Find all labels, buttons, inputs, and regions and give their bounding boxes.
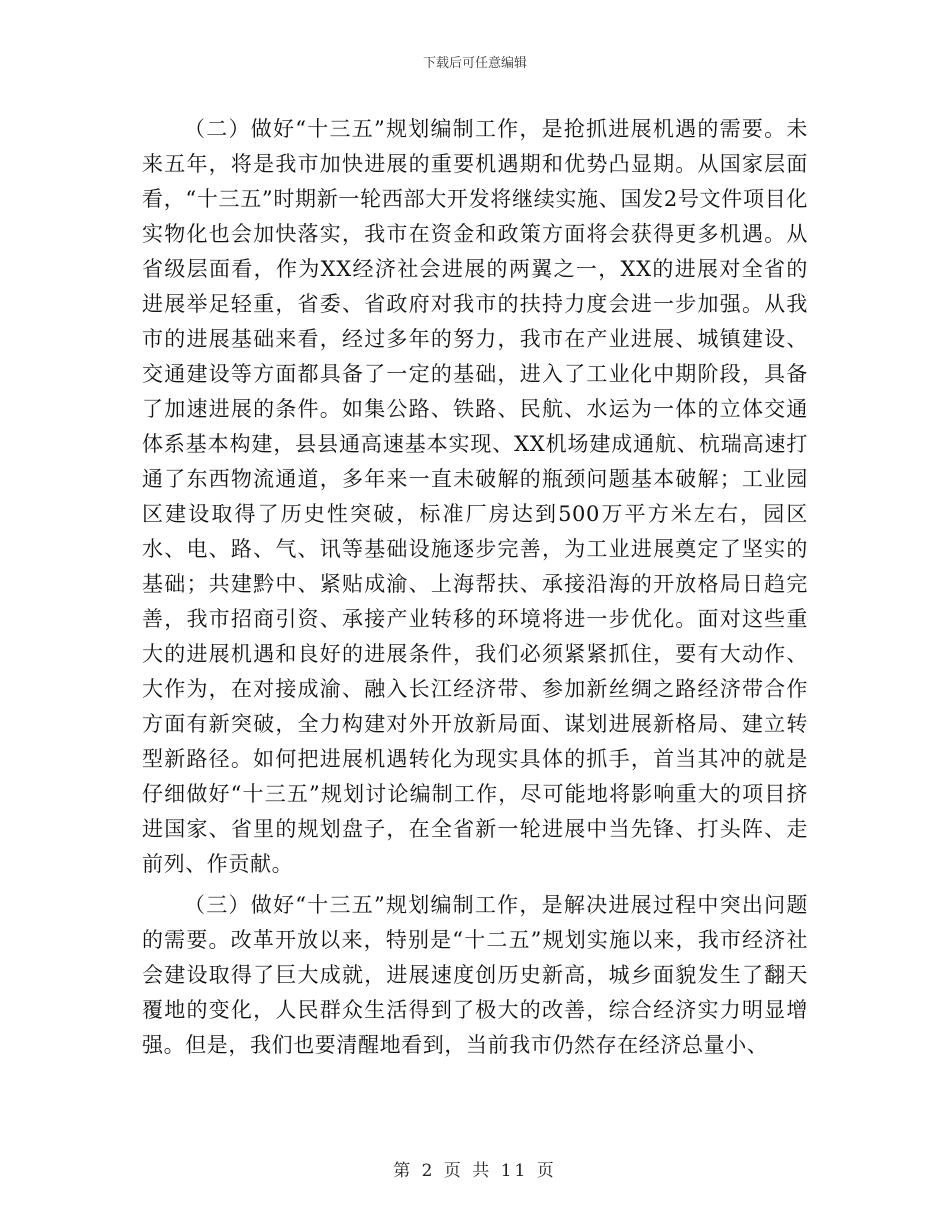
page-header-note: 下载后可任意编辑 <box>422 56 527 71</box>
paragraph-section-3: （三）做好“十三五”规划编制工作，是解决进展过程中突出问题的需要。改革开放以来，特别是“十二五”规划实施以来，我市经济社会建设取得了巨大成就，进展速度创历史新高，城乡面貌发生了翻天覆地的变化，人民群众生活得到了极大的改善，综合经济实力明显增强。但是，我们也要清醒地看到，当前我市仍然存在经济总量小、 <box>142 893 808 1057</box>
page-number: 第 2 页 共 11 页 <box>393 1161 557 1181</box>
document-body <box>142 112 808 1063</box>
paragraph-section-2: （二）做好“十三五”规划编制工作，是抢抓进展机遇的需要。未来五年，将是我市加快进展的重要机遇期和优势凸显期。从国家层面看，“十三五”时期新一轮西部大开发将继续实施、国发2号文件项目化实物化也会加快落实，我市在资金和政策方面将会获得更多机遇。从省级层面看，作为XX经济社会进展的两翼之一，XX的进展对全省的进展举足轻重，省委、省政府对我市的扶持力度会进一步加强。从我市的进展基础来看，经过多年的努力，我市在产业进展、城镇建设、交通建设等方面都具备了一定的基础，进入了工业化中期阶段，具备了加速进展的条件。如集公路、铁路、民航、水运为一体的立体交通体系基本构建，县县通高速基本实现、XX机场建成通航、杭瑞高速打通了东西物流通道，多年来一直未破解的瓶颈问题基本破解；工业园区建设取得了历史性突破，标准厂房达到500万平方米左右，园区水、电、路、气、讯等基础设施逐步完善，为工业进展奠定了坚实的基础；共建黔中、紧贴成渝、上海帮扶、承接沿海的开放格局日趋完善，我市招商引资、承接产业转移的环境将进一步优化。面对这些重大的进展机遇和良好的进展条件，我们必须紧紧抓住，要有大动作、大作为，在对接成渝、融入长江经济带、参加新丝绸之路经济带合作方面有新突破，全力构建对外开放新局面、谋划进展新格局、建立转型新路径。如何把进展机遇转化为现实具体的抓手，首当其冲的就是仔细做好“十三五”规划讨论编制工作，尽可能地将影响重大的项目挤进国家、省里的规划盘子，在全省新一轮进展中当先锋、打头阵、走前列、作贡献。 <box>142 117 808 876</box>
